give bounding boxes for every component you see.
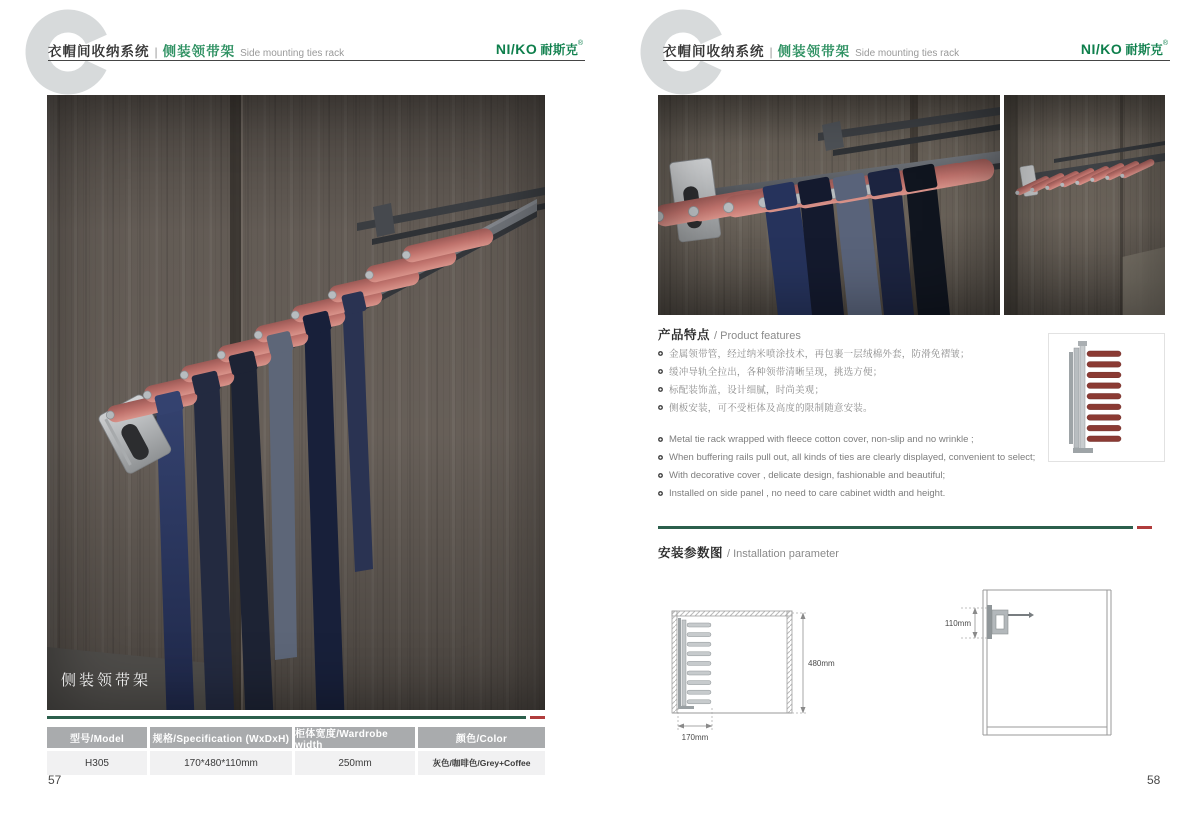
brand-logo xyxy=(496,40,583,59)
feature-item-en xyxy=(658,466,1035,484)
feature-text: 侧板安装，可不受柜体及高度的限制随意安装。 xyxy=(669,403,873,414)
feature-item-en xyxy=(658,448,1035,466)
features-title xyxy=(658,325,801,344)
bullet-icon xyxy=(658,473,663,478)
registered-mark: ® xyxy=(1162,40,1168,47)
bullet-icon xyxy=(658,387,663,392)
bullet-icon xyxy=(658,369,663,374)
product-name-cn: 侧装领带架 xyxy=(162,44,236,59)
brand-logo xyxy=(1081,40,1168,59)
spec-header-specification: 规格/Specification (WxDxH) xyxy=(150,727,292,748)
spec-value-model: H305 xyxy=(47,751,147,775)
spec-header-model: 型号/Model xyxy=(47,727,147,748)
bullet-icon xyxy=(658,455,663,460)
page-number-right: 58 xyxy=(1147,773,1161,787)
title-divider: | xyxy=(154,45,158,59)
page-right xyxy=(645,0,1170,820)
bullet-icon xyxy=(658,351,663,356)
bullet-icon xyxy=(658,437,663,442)
features-list-en xyxy=(658,430,1035,502)
feature-item-cn xyxy=(658,362,970,380)
tie-rack-render xyxy=(1049,334,1164,461)
header-titles xyxy=(48,40,344,61)
product-render-box xyxy=(1048,333,1165,462)
feature-text: Metal tie rack wrapped with fleece cotton cover, non-slip and no wrinkle ; xyxy=(669,433,974,445)
detail-product-photo xyxy=(658,95,1000,315)
product-name-cn: 侧装领带架 xyxy=(777,44,851,59)
feature-item-cn xyxy=(658,398,970,416)
features-title-cn: 产品特点 xyxy=(658,328,711,342)
product-name-en: Side mounting ties rack xyxy=(855,48,960,59)
features-title-en: / Product features xyxy=(714,330,801,342)
bullet-icon xyxy=(658,405,663,410)
feature-text: With decorative cover , delicate design, fashionable and beautiful; xyxy=(669,469,946,481)
separator-red xyxy=(1137,526,1152,529)
separator-green xyxy=(658,526,1133,529)
page-left xyxy=(30,0,585,820)
feature-text: Installed on side panel , no need to care cabinet width and height. xyxy=(669,487,946,499)
brand-logo-cn: 耐斯克 xyxy=(540,43,578,57)
spec-table xyxy=(47,727,545,775)
spec-value-wardrobe-width: 250mm xyxy=(295,751,415,775)
dim-width-label: 170mm xyxy=(681,733,709,742)
feature-text: 标配装饰盖，设计细腻，时尚美观； xyxy=(669,385,825,396)
page-header xyxy=(30,0,585,64)
brand-logo-cn: 耐斯克 xyxy=(1125,43,1163,57)
separator-green xyxy=(47,716,526,719)
features-list-cn xyxy=(658,344,970,416)
feature-text: 缓冲导轨全拉出，各种领带清晰呈现，挑选方便； xyxy=(669,367,883,378)
feature-item-cn xyxy=(658,344,970,362)
installed-product-photo xyxy=(1004,95,1165,315)
page-header xyxy=(645,0,1170,64)
feature-item-en xyxy=(658,430,1035,448)
separator-red xyxy=(530,716,545,719)
spec-value-color: 灰色/咖啡色/Grey+Coffee xyxy=(418,751,545,775)
install-diagram-side-view xyxy=(665,596,840,748)
brand-logo-latin: NI/KO xyxy=(495,41,538,57)
header-titles xyxy=(663,40,959,61)
spec-header-wardrobe-width: 柜体宽度/Wardrobe width xyxy=(295,727,415,748)
feature-text: When buffering rails pull out, all kinds of ties are clearly displayed, convenient to select; xyxy=(669,451,1036,463)
separator-line xyxy=(658,526,1152,529)
install-diagram-front-view xyxy=(935,575,1120,750)
registered-mark: ® xyxy=(577,40,583,47)
installation-title xyxy=(658,543,839,562)
tie-rack-detail-art xyxy=(658,95,1000,315)
photo-caption: 侧装领带架 xyxy=(61,672,152,689)
tie-rack-photo-art xyxy=(47,95,545,710)
bullet-icon xyxy=(658,491,663,496)
page-number-left: 57 xyxy=(48,773,62,787)
brand-logo-latin: NI/KO xyxy=(1080,41,1123,57)
installation-title-cn: 安装参数图 xyxy=(658,546,724,560)
system-name: 衣帽间收纳系统 xyxy=(48,44,150,59)
spec-value-specification: 170*480*110mm xyxy=(150,751,292,775)
feature-item-cn xyxy=(658,380,970,398)
dim-depth-label: 110mm xyxy=(944,619,971,628)
tie-rack-installed-art xyxy=(1004,95,1165,315)
dim-height-label: 480mm xyxy=(808,659,835,668)
spec-header-color: 颜色/Color xyxy=(418,727,545,748)
product-name-en: Side mounting ties rack xyxy=(240,48,345,59)
installation-title-en: / Installation parameter xyxy=(727,548,839,560)
feature-item-en xyxy=(658,484,1035,502)
system-name: 衣帽间收纳系统 xyxy=(663,44,765,59)
feature-text: 金属领带管，经过纳米喷涂技术，再包裹一层绒棉外套，防滑免褶皱； xyxy=(669,349,970,360)
main-product-photo xyxy=(47,95,545,710)
title-divider: | xyxy=(769,45,773,59)
separator-line xyxy=(47,716,545,719)
